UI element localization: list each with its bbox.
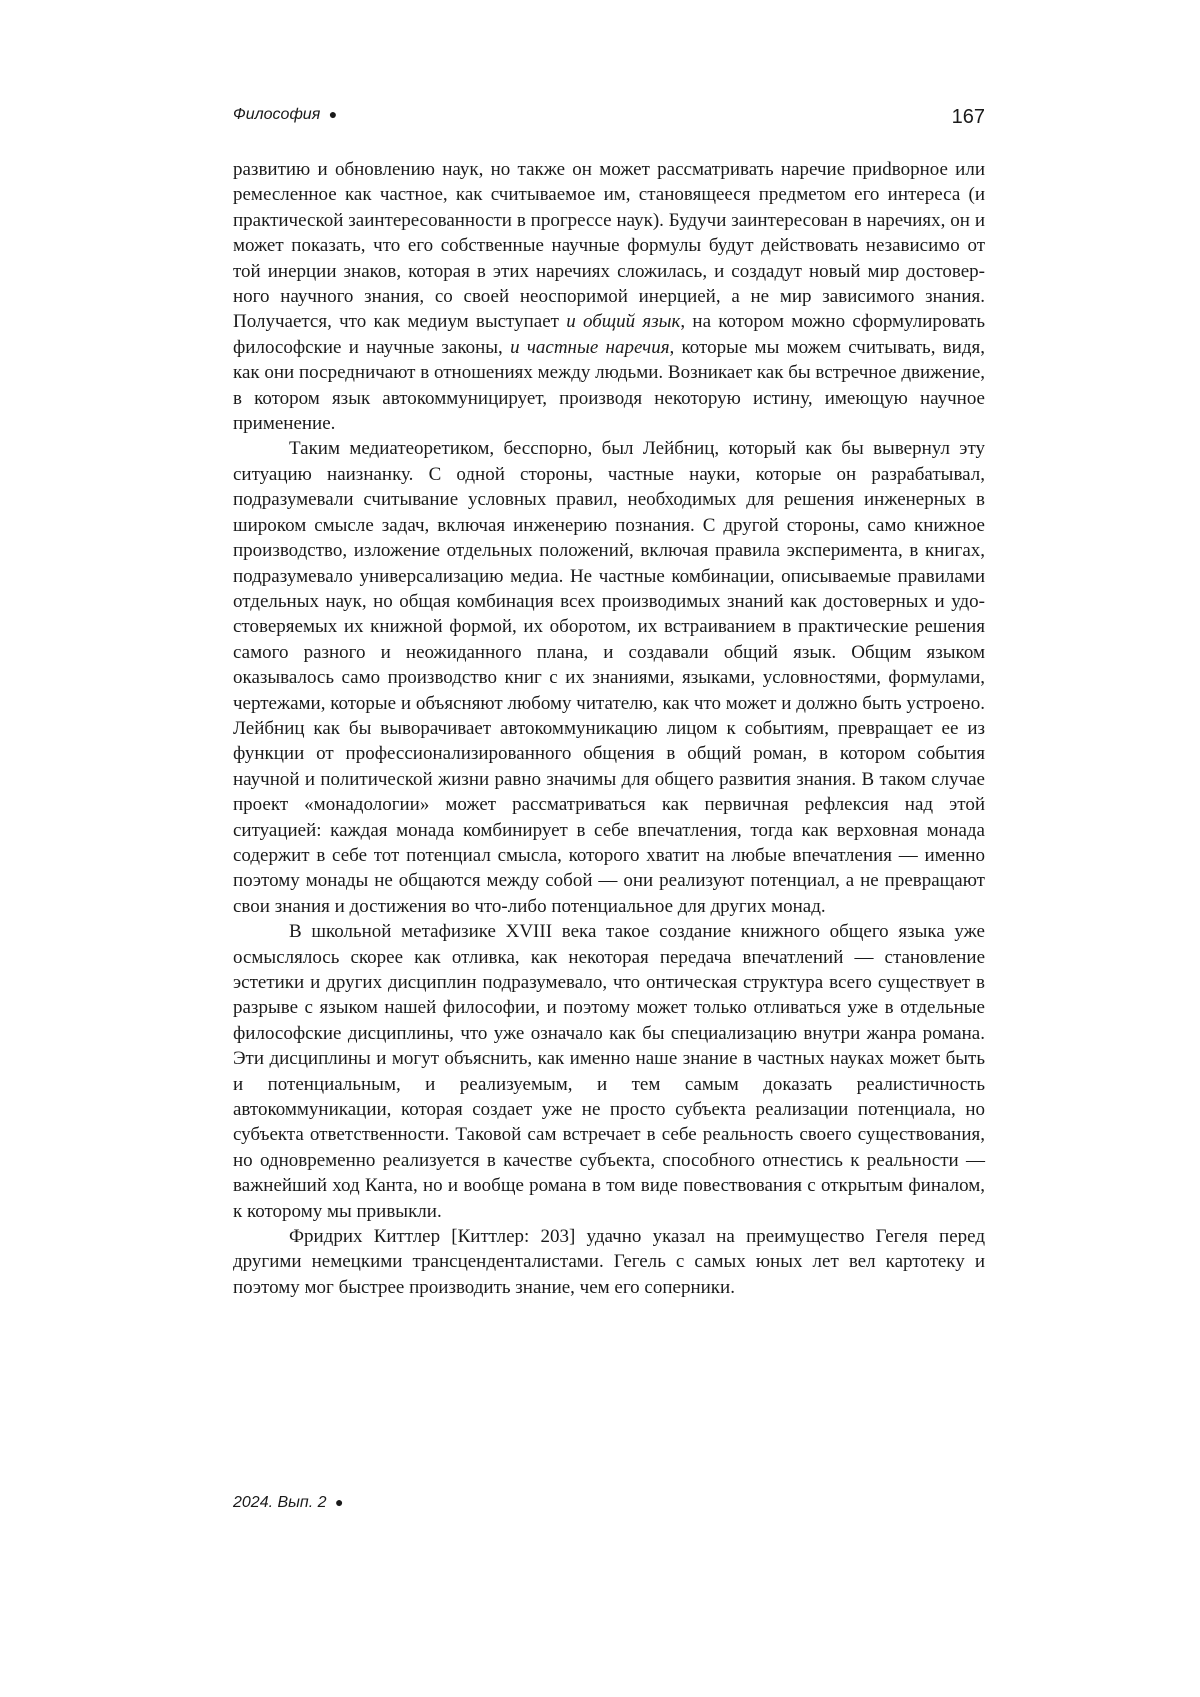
text-run: Таким медиатеоретиком, бесспорно, был Лейбниц, который как бы вы­вернул эту ситуацию наизнанку. С одной стороны, частные науки, которые он разрабатывал, подразумевали считывание условных правил, необходимых для решения инженерных в широком смысле задач, включая инженерию познания. С другой стороны, само книжное производство, изложение отдельных поло­жений, включая правила эксперимента, в книгах, подразумевало универсали­зацию медиа. Не частные комбинации, описываемые правилами отдельных наук, но общая комбинация всех производимых знаний как достоверных и удо­стоверяемых их книжной формой, их оборотом, их встраиванием в практиче­ские решения самого разного и неожиданного плана, и создавали общий язык. Общим языком оказывалось само производство книг с их знаниями, языками, условностями, формулами, чертежами, которые и объясняют любому чита­телю, как что может и должно быть устроено. Лейбниц как бы выворачивает автокоммуникацию лицом к событиям, превращает ее из функции от профес­сионализированного общения в общий роман, в котором события научной и политической жизни равно значимы для общего развития знания. В таком слу­чае проект «монадологии» может рассматриваться как первичная рефлексия над этой ситуацией: каждая монада комбинирует в себе впечатления, тогда как верховная монада содержит в себе тот потенциал смысла, которого хватит на любые впечатления — именно поэтому монады не общаются между собой — они реализуют потенциал, а не превращают свои знания и достижения во что-либо потенциальное для других монад.: [233, 438, 985, 916]
paragraph: [233, 157, 985, 436]
journal-page: [0, 0, 1200, 1697]
article-body: [233, 157, 985, 1300]
footer: [233, 1492, 733, 1513]
paragraph: [233, 436, 985, 919]
text-run: развитию и обновлению наук, но также он может рассматривать наречие при­dворное или ремесленное как частное, как считываемое им, становящееся предметом его интереса (и практической заинтересованности в прогрессе наук). Будучи заинтересован в наречиях, он и может показать, что его соб­ственные научные формулы будут действовать независимо от той инерции знаков, которая в этих наречиях сложилась, и создадут новый мир достовер­ного научного знания, со своей неоспоримой инерцией, а не мир зависимого знания. Получается, что как медиум выступает: [233, 159, 985, 332]
bullet-icon: ●: [335, 1494, 343, 1510]
page-number: 167: [905, 105, 985, 129]
bullet-icon: ●: [329, 106, 337, 122]
issue-label: 2024. Вып. 2: [233, 1494, 327, 1511]
running-head: [233, 104, 985, 125]
section-title: Философия: [233, 106, 320, 123]
text-run: , на котором можно сформулировать философские и научные законы,: [233, 311, 985, 357]
text-run: Фридрих Киттлер [Киттлер: 203] удачно указал на преимущество Гегеля перед другими немецкими трансценденталистами. Гегель с самых юных лет вел картотеку и поэтому мог быстрее производить знание, чем его соперники.: [233, 1226, 985, 1298]
italic-run: и частные наречия: [510, 337, 669, 358]
italic-run: и общий язык: [566, 311, 680, 332]
text-run: В школьной метафизике XVIII века такое создание книжного общего языка уже осмыслялось скорее как отливка, как некоторая передача впечатле­ний — становление эстетики и других дисциплин подразумевало, что онтиче­ская структура всего существует в разрыве с языком нашей философии, и по­этому может только отливаться уже в отдельные философские дисциплины, что уже означало как бы специализацию внутри жанра романа. Эти дисци­плины и могут объяснить, как именно наше знание в частных науках может быть и потенциальным, и реализуемым, и тем самым доказать реалистичность автокоммуникации, которая создает уже не просто субъекта реализации потен­циала, но субъекта ответственности. Таковой сам встречает в себе реальность своего существования, но одновременно реализуется в качестве субъекта, спо­собного отнестись к реальности — важнейший ход Канта, но и вообще романа в том виде повествования с открытым финалом, к которому мы привыкли.: [233, 921, 985, 1221]
paragraph: [233, 919, 985, 1224]
text-run: , которые мы можем считывать, видя, как они посредничают в отношениях между людьми. Возникает как бы встречное движение, в котором язык автокоммуни­цирует, производя некоторую истину, имеющую научное применение.: [233, 337, 985, 434]
paragraph: [233, 1224, 985, 1300]
